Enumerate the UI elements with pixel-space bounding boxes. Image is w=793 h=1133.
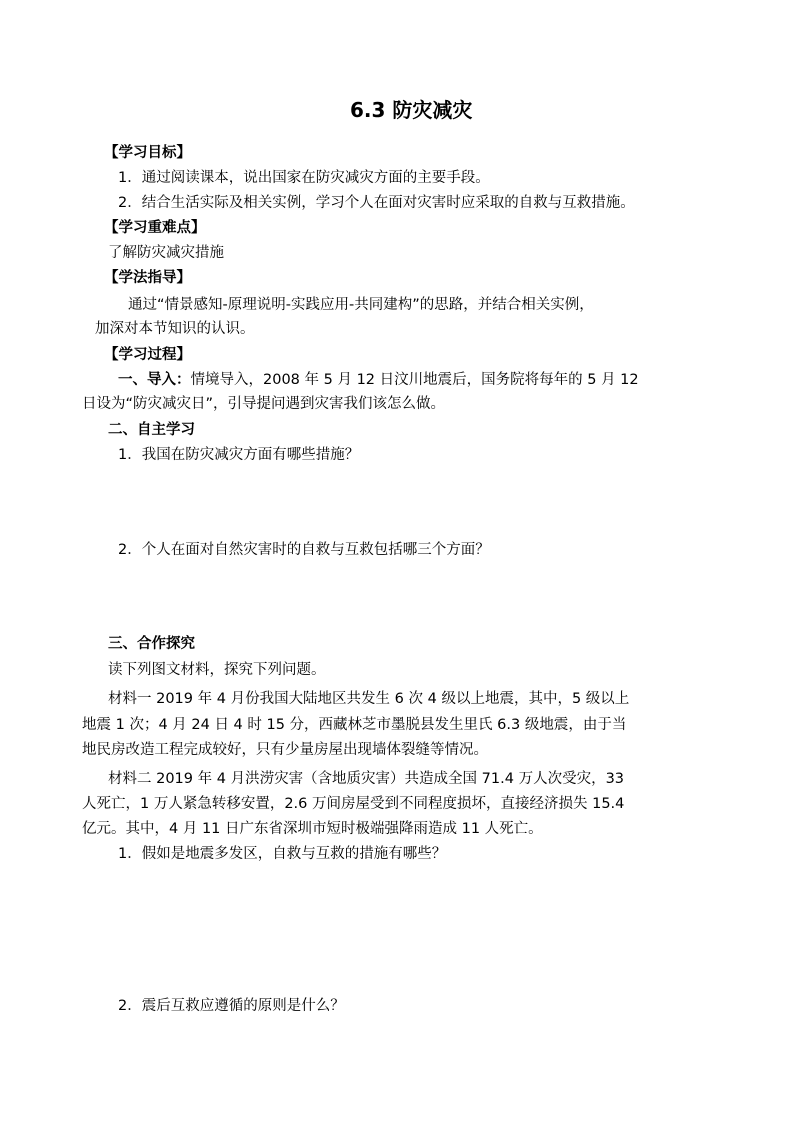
key-points-heading: 【学习重难点】 xyxy=(104,220,206,236)
key-points-text: 了解防灾减灾措施 xyxy=(108,245,224,261)
method-text-line2: 加深对本节知识的认识。 xyxy=(95,321,255,337)
page-title: 6.3 防灾减灾 xyxy=(350,98,473,122)
objectives-heading: 【学习目标】 xyxy=(104,145,191,161)
material2-line2: 人死亡，1 万人紧急转移安置，2.6 万间房屋受到不同程度损坏，直接经济损失 15.4 xyxy=(82,796,625,812)
self-question-1: 1．我国在防灾减灾方面有哪些措施？ xyxy=(118,447,360,463)
intro-text-line1: 情境导入，2008 年 5 月 12 日汶川地震后，国务院将每年的 5 月 12 xyxy=(190,372,639,388)
material1-line3: 地民房改造工程完成较好，只有少量房屋出现墙体裂缝等情况。 xyxy=(82,742,488,758)
intro-text-line2: 日设为“防灾减灾日”，引导提问遇到灾害我们该怎么做。 xyxy=(82,396,446,412)
method-heading: 【学法指导】 xyxy=(104,270,191,286)
self-question-2: 2．个人在面对自然灾害时的自救与互救包括哪三个方面？ xyxy=(118,542,490,558)
coop-question-2: 2．震后互救应遵循的原则是什么？ xyxy=(118,998,345,1014)
material1-line2: 地震 1 次；4 月 24 日 4 时 15 分，西藏林芝市墨脱县发生里氏 6.3 级地震，由于当 xyxy=(82,717,627,733)
material2-line1: 材料二 2019 年 4 月洪涝灾害（含地质灾害）共造成全国 71.4 万人次受灾，33 xyxy=(108,771,625,787)
objective-2: 2．结合生活实际及相关实例，学习个人在面对灾害时应采取的自救与互救措施。 xyxy=(118,195,635,211)
material2-line3: 亿元。其中，4 月 11 日广东省深圳市短时极端强降雨造成 11 人死亡。 xyxy=(82,821,543,837)
process-heading: 【学习过程】 xyxy=(104,347,191,363)
method-text-line1: 通过“情景感知-原理说明-实践应用-共同建构”的思路，并结合相关实例， xyxy=(128,297,594,313)
objective-1: 1．通过阅读课本，说出国家在防灾减灾方面的主要手段。 xyxy=(118,170,490,186)
coop-intro: 读下列图文材料，探究下列问题。 xyxy=(108,662,326,678)
intro-line1 xyxy=(118,370,639,390)
coop-heading: 三、合作探究 xyxy=(108,636,195,652)
material1-line1: 材料一 2019 年 4 月份我国大陆地区共发生 6 次 4 级以上地震，其中，5 级以上 xyxy=(108,691,630,707)
self-study-heading: 二、自主学习 xyxy=(108,422,195,438)
coop-question-1: 1．假如是地震多发区，自救与互救的措施有哪些？ xyxy=(118,846,447,862)
intro-label: 一、导入： xyxy=(118,372,191,388)
